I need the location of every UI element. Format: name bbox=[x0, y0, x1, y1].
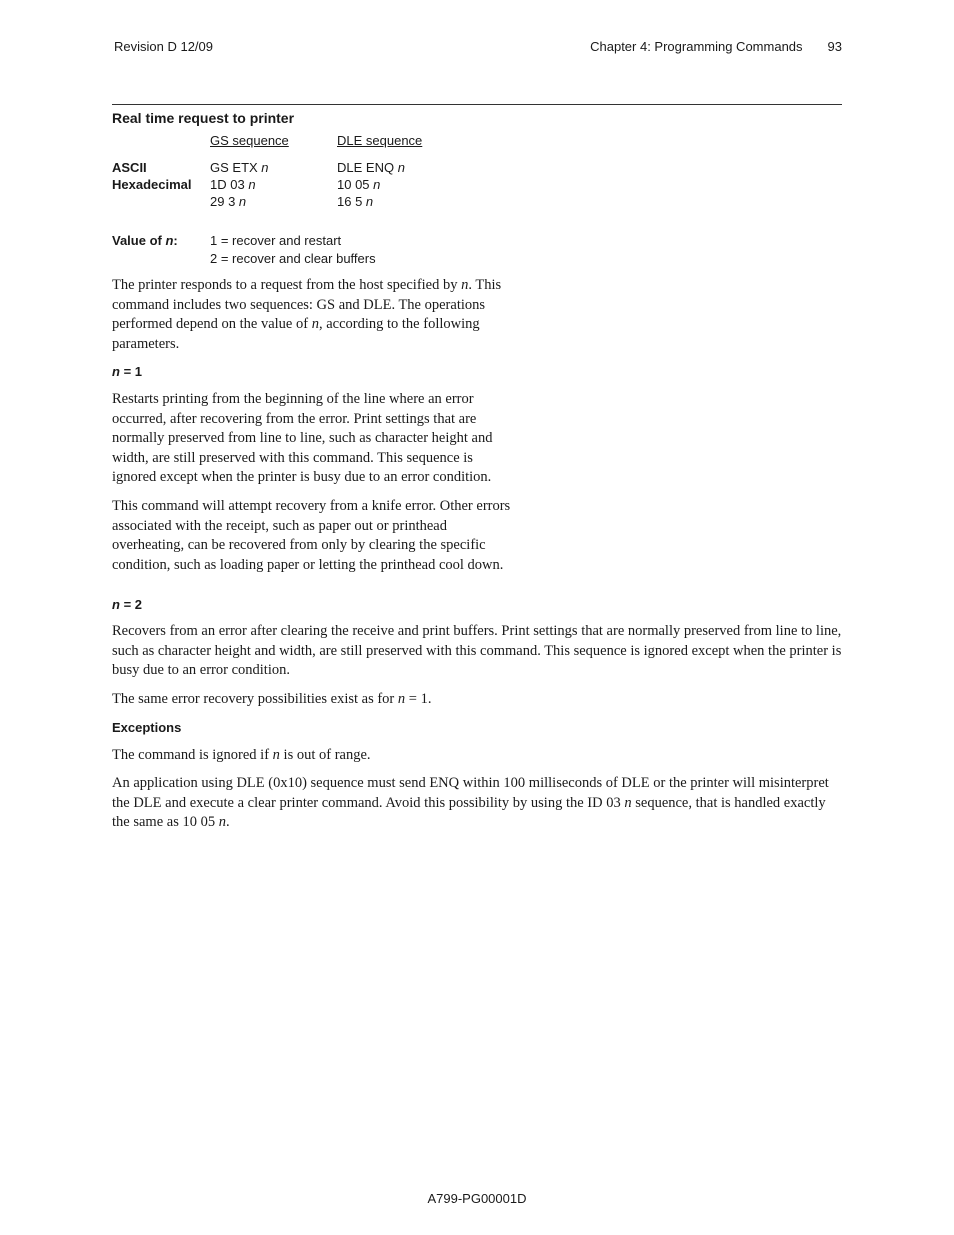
gs-ascii-value: GS ETX n bbox=[210, 160, 269, 175]
header-divider bbox=[112, 104, 842, 105]
gs-decimal-value: 29 3 n bbox=[210, 194, 247, 209]
revision-label: Revision D 12/09 bbox=[114, 39, 213, 54]
column-header-dle: DLE sequence bbox=[337, 133, 423, 148]
dle-hex-value: 10 05 n bbox=[337, 177, 381, 192]
n2-paragraph-same: The same error recovery possibilities exist as for n = 1. bbox=[112, 691, 432, 707]
gs-hex-value: 1D 03 n bbox=[210, 177, 256, 192]
page-number: 93 bbox=[827, 39, 842, 54]
dle-decimal-value: 16 5 n bbox=[337, 194, 374, 209]
n2-heading: n = 2 bbox=[112, 597, 142, 612]
n1-heading: n = 1 bbox=[112, 364, 142, 379]
n1-paragraph-knife-error: This command will attempt recovery from a knife error. Other errors associated with the receipt, such as paper out or printhead overheating, can be recovered from only by clearing the specific condition, such as loading paper or letting the printhead cool down. bbox=[112, 498, 511, 573]
column-header-gs: GS sequence bbox=[210, 133, 289, 148]
exceptions-paragraph-dle: An application using DLE (0x10) sequence must send ENQ within 100 milliseconds of DLE or the printer will misinterpret the DLE and execute a clear printer command. Avoid this possibility by using the ID 03 n sequence, that is handled exactly the same as 10 05 n. bbox=[112, 775, 829, 831]
page-header-right bbox=[590, 39, 842, 54]
exceptions-heading: Exceptions bbox=[112, 720, 182, 735]
intro-paragraph: The printer responds to a request from the host specified by n. This command includes two sequences: GS and DLE. The operations performed depend on the value of n, according to the following parameters. bbox=[112, 277, 502, 352]
row-label-hexadecimal: Hexadecimal bbox=[112, 177, 192, 192]
n1-paragraph-restart: Restarts printing from the beginning of the line where an error occurred, after recovering from the error. Print settings that are normally preserved from line to line, such as character height and width, are still preserved with this command. This sequence is ignored except when the printer is busy due to an error condition. bbox=[112, 391, 493, 486]
section-title: Real time request to printer bbox=[112, 110, 295, 126]
value-option-2: 2 = recover and clear buffers bbox=[210, 251, 376, 266]
value-option-1: 1 = recover and restart bbox=[210, 233, 342, 248]
row-label-ascii: ASCII bbox=[112, 160, 147, 175]
document-id: A799-PG00001D bbox=[427, 1191, 527, 1206]
dle-ascii-value: DLE ENQ n bbox=[337, 160, 405, 175]
chapter-title: Chapter 4: Programming Commands bbox=[590, 39, 803, 54]
exceptions-paragraph-range: The command is ignored if n is out of range. bbox=[112, 747, 371, 763]
value-of-n-label: Value of n: bbox=[112, 233, 178, 248]
n2-paragraph-recover: Recovers from an error after clearing the receive and print buffers. Print settings that are normally preserved from line to line, such as character height and width, are still preserved with this command. This sequence is ignored except when the printer is busy due to an error condition. bbox=[112, 623, 842, 679]
